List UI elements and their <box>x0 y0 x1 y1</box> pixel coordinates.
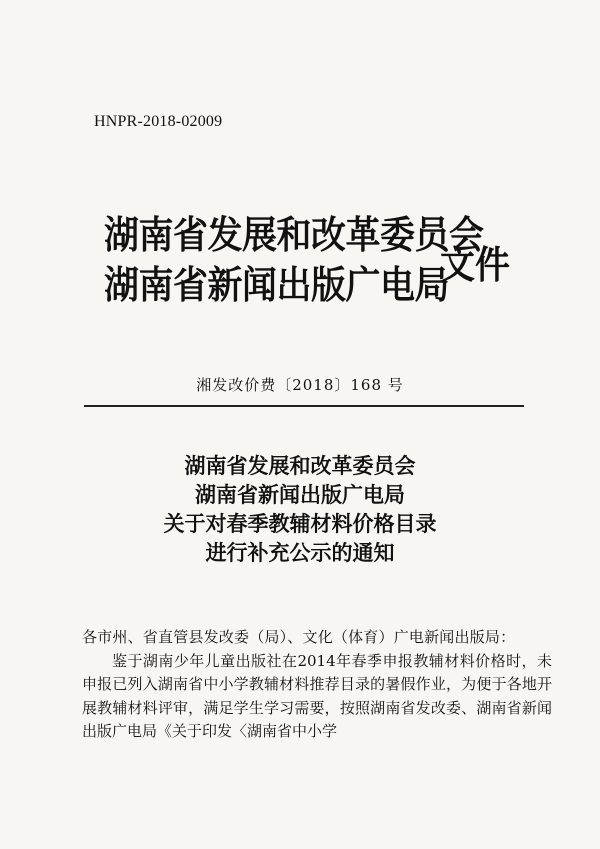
notice-body <box>82 626 552 744</box>
document-number: 湘发改价费〔2018〕168 号 <box>196 376 404 394</box>
issuer-header <box>104 212 544 332</box>
addressee: 各市州、省直管县发改委（局）、文化（体育）广电新闻出版局： <box>82 628 516 646</box>
document-type-suffix: 文件 <box>440 243 510 287</box>
notice-title <box>0 452 600 568</box>
document-id: HNPR-2018-02009 <box>94 113 223 130</box>
issuer-name-2: 湖南省新闻出版广电局 <box>104 263 450 307</box>
title-line: 湖南省发展和改革委员会 <box>184 454 416 478</box>
header-divider <box>84 405 524 407</box>
title-line: 关于对春季教辅材料价格目录 <box>163 512 437 536</box>
issuer-name-1: 湖南省发展和改革委员会 <box>104 213 484 257</box>
title-line: 进行补充公示的通知 <box>205 541 395 565</box>
body-paragraph: 鉴于湖南少年儿童出版社在2014年春季申报教辅材料价格时，未申报已列入湖南省中小学教辅材料推荐目录的暑假作业，为便于各地开展教辅材料评审，满足学生学习需要，按照湖南省发改委、湖南省新闻出版广电局《关于印发〈湖南省中小学 <box>82 651 552 740</box>
title-line: 湖南省新闻出版广电局 <box>195 483 405 507</box>
